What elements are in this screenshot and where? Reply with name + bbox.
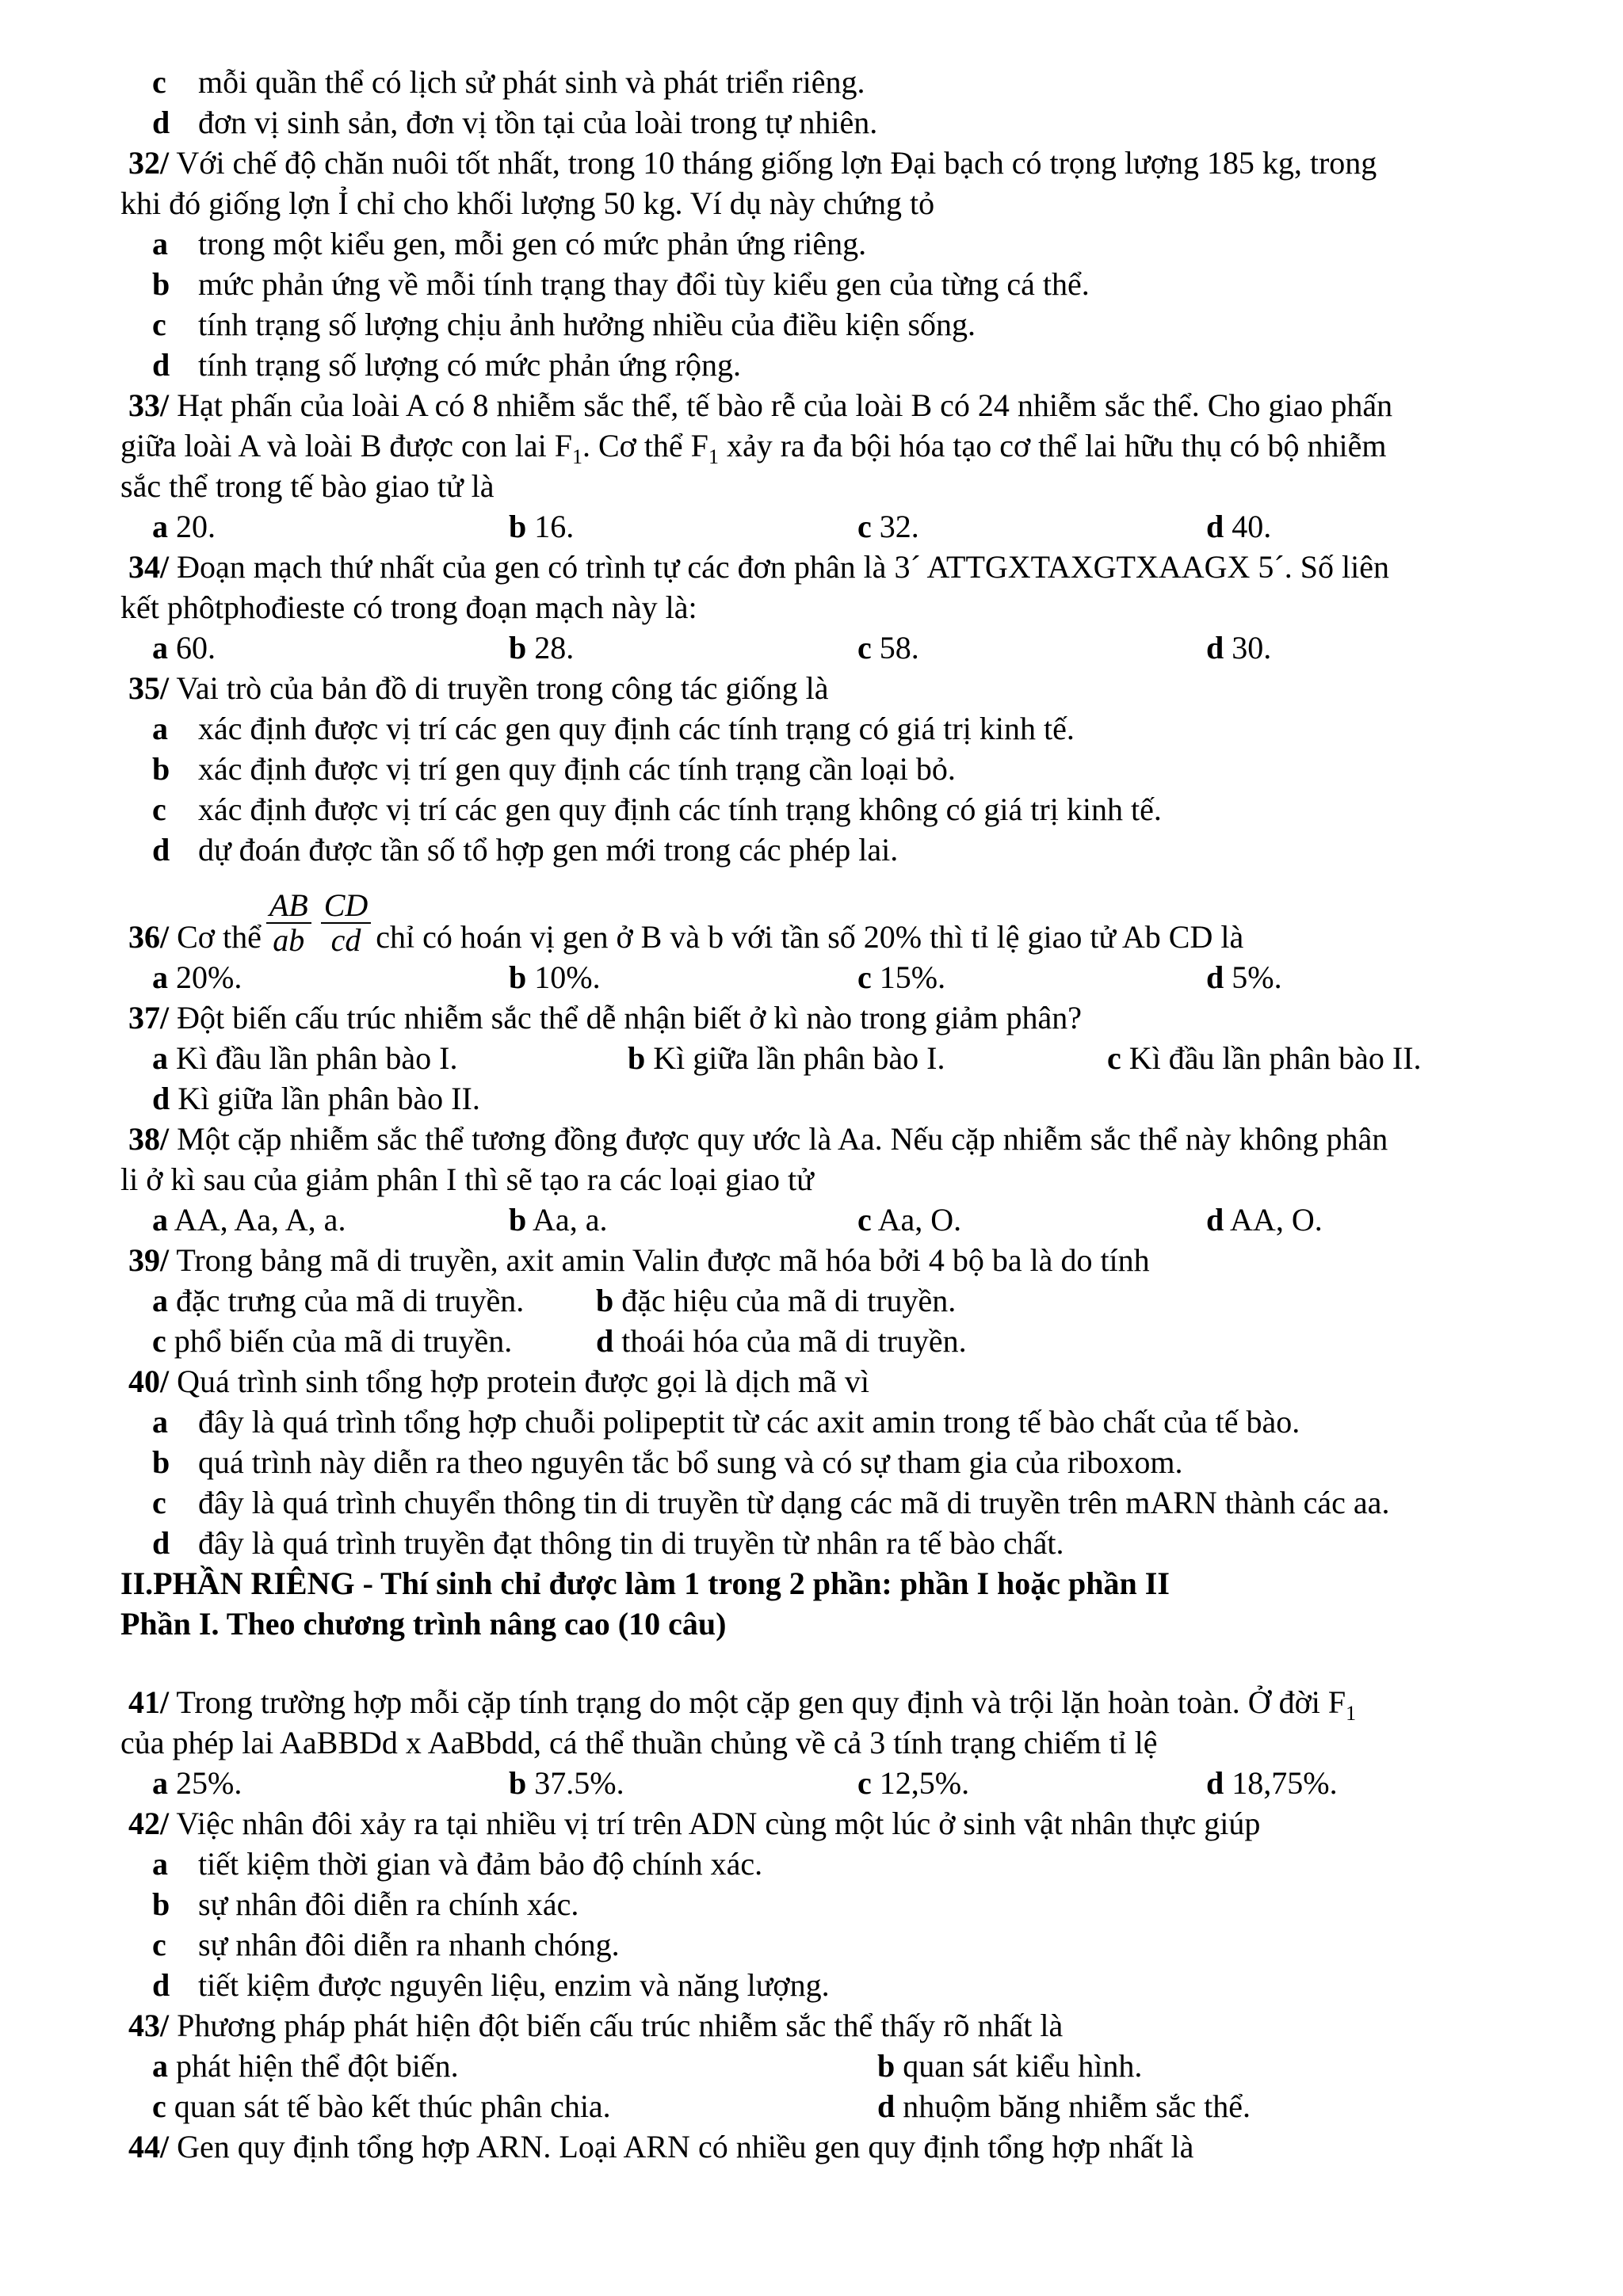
options-row: a phát hiện thể đột biến. b quan sát kiểu hình.: [152, 2048, 1143, 2084]
option-d: d tính trạng số lượng có mức phản ứng rộng.: [152, 347, 741, 383]
question-35: 35/ Vai trò của bản đồ di truyền trong công tác giống là: [128, 670, 829, 706]
question-41: 41/ Trong trường hợp mỗi cặp tính trạng do một cặp gen quy định và trội lặn hoàn toàn. Ở đời $F_1$: [128, 1684, 1357, 1725]
options-row: a Kì đầu lần phân bào I. b Kì giữa lần phân bào I. c Kì đầu lần phân bào II.: [152, 1040, 1422, 1076]
question-43: 43/ Phương pháp phát hiện đột biến cấu trúc nhiễm sắc thể thấy rõ nhất là: [128, 2008, 1064, 2043]
options-row: a 25%. b 37.5%. c 12,5%. d 18,75%.: [152, 1765, 1338, 1801]
exam-page: [120, 62, 1547, 2167]
options-row: c quan sát tế bào kết thúc phân chia. d nhuộm băng nhiễm sắc thể.: [152, 2088, 1251, 2124]
options-row: a 20%. b 10%. c 15%. d 5%.: [152, 959, 1282, 995]
question-32: 32/ Với chế độ chăn nuôi tốt nhất, trong 10 tháng giống lợn Đại bạch có trọng lượng 185 kg, trong: [128, 145, 1377, 181]
question-36: 36/ Cơ thể $\frac{AB}{ab}$ $\frac{CD}{cd}$ chỉ có hoán vị gen ở B và b với tần số 20% thì tỉ lệ giao tử Ab CD là: [128, 887, 1244, 958]
part-title: Phần I. Theo chương trình nâng cao (10 câu): [120, 1606, 727, 1642]
option-b: b mức phản ứng về mỗi tính trạng thay đổi tùy kiểu gen của từng cá thể.: [152, 266, 1090, 302]
question-32-cont: khi đó giống lợn Ỉ chỉ cho khối lượng 50 kg. Ví dụ này chứng tỏ: [120, 185, 935, 221]
question-34: 34/ Đoạn mạch thứ nhất của gen có trình tự các đơn phân là 3´ ATTGXTAXGTXAAGX 5´. Số liên: [128, 549, 1389, 585]
question-40: 40/ Quá trình sinh tổng hợp protein được gọi là dịch mã vì: [128, 1363, 869, 1399]
option-c: c tính trạng số lượng chịu ảnh hưởng nhiều của điều kiện sống.: [152, 307, 976, 342]
option-d: d Kì giữa lần phân bào II.: [152, 1081, 480, 1116]
option-b: b xác định được vị trí gen quy định các tính trạng cần loại bỏ.: [152, 751, 956, 787]
option-a: a xác định được vị trí các gen quy định các tính trạng có giá trị kinh tế.: [152, 711, 1075, 746]
question-33-cont: giữa loài A và loài B được con lai $F_1$. Cơ thể $F_1$ xảy ra đa bội hóa tạo cơ thể lai hữu thụ có bộ nhiễm: [120, 428, 1387, 468]
question-33-cont2: sắc thể trong tế bào giao tử là: [120, 468, 495, 504]
option-c: c sự nhân đôi diễn ra nhanh chóng.: [152, 1927, 620, 1962]
question-38: 38/ Một cặp nhiễm sắc thể tương đồng được quy ước là Aa. Nếu cặp nhiễm sắc thể này không phân: [128, 1121, 1388, 1157]
option-c: c đây là quá trình chuyển thông tin di truyền từ dạng các mã di truyền trên mARN thành các aa.: [152, 1485, 1390, 1520]
options-row: c phổ biến của mã di truyền. d thoái hóa của mã di truyền.: [152, 1323, 967, 1359]
option-a: a trong một kiểu gen, mỗi gen có mức phản ứng riêng.: [152, 226, 867, 261]
section-title: II.PHẦN RIÊNG - Thí sinh chỉ được làm 1 trong 2 phần: phần I hoặc phần II: [120, 1566, 1170, 1601]
options-row: a đặc trưng của mã di truyền. b đặc hiệu của mã di truyền.: [152, 1283, 957, 1318]
options-row: a 20. b 16. c 32. d 40.: [152, 509, 1272, 544]
option-b: b sự nhân đôi diễn ra chính xác.: [152, 1886, 579, 1922]
option-b: b quá trình này diễn ra theo nguyên tắc bổ sung và có sự tham gia của riboxom.: [152, 1444, 1183, 1480]
options-row: a 60. b 28. c 58. d 30.: [152, 630, 1272, 666]
question-41-cont: của phép lai AaBBDd x AaBbdd, cá thể thuần chủng về cả 3 tính trạng chiếm tỉ lệ: [120, 1725, 1158, 1760]
fraction-ab: $\frac{AB}{ab}$: [266, 889, 311, 957]
question-38-cont: li ở kì sau của giảm phân I thì sẽ tạo ra các loại giao tử: [120, 1161, 814, 1197]
option-d: d tiết kiệm được nguyên liệu, enzim và năng lượng.: [152, 1967, 830, 2003]
option-d: d dự đoán được tần số tổ hợp gen mới trong các phép lai.: [152, 832, 899, 868]
question-33: 33/ Hạt phấn của loài A có 8 nhiễm sắc thể, tế bào rễ của loài B có 24 nhiễm sắc thể. Cho giao phấn: [128, 387, 1393, 423]
option-d: d đây là quá trình truyền đạt thông tin di truyền từ nhân ra tế bào chất.: [152, 1525, 1064, 1561]
question-34-cont: kết phôtphođieste có trong đoạn mạch này là:: [120, 589, 697, 625]
question-39: 39/ Trong bảng mã di truyền, axit amin Valin được mã hóa bởi 4 bộ ba là do tính: [128, 1242, 1150, 1278]
question-37: 37/ Đột biến cấu trúc nhiễm sắc thể dễ nhận biết ở kì nào trong giảm phân?: [128, 1000, 1083, 1035]
option-d: d đơn vị sinh sản, đơn vị tồn tại của loài trong tự nhiên.: [152, 105, 878, 140]
question-44: 44/ Gen quy định tổng hợp ARN. Loại ARN có nhiều gen quy định tổng hợp nhất là: [128, 2129, 1194, 2164]
question-42: 42/ Việc nhân đôi xảy ra tại nhiều vị trí trên ADN cùng một lúc ở sinh vật nhân thực giúp: [128, 1806, 1261, 1841]
option-c: c mỗi quần thể có lịch sử phát sinh và phát triển riêng.: [152, 64, 865, 100]
option-c: c xác định được vị trí các gen quy định các tính trạng không có giá trị kinh tế.: [152, 791, 1162, 827]
option-a: a tiết kiệm thời gian và đảm bảo độ chính xác.: [152, 1846, 763, 1882]
options-row: a AA, Aa, A, a. b Aa, a. c Aa, O. d AA, O.: [152, 1202, 1323, 1238]
option-a: a đây là quá trình tổng hợp chuỗi polipeptit từ các axit amin trong tế bào chất của tế bào.: [152, 1404, 1300, 1440]
fraction-cd: $\frac{CD}{cd}$: [321, 889, 372, 957]
